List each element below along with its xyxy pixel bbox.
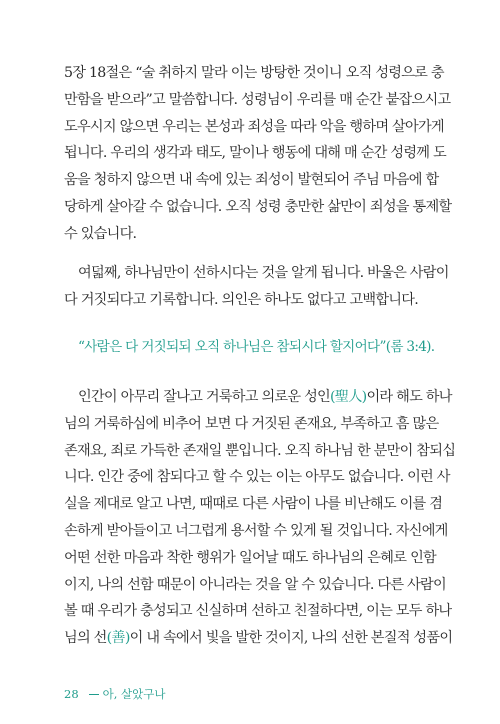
text-line: 존재요, 죄로 가득한 존재일 뿐입니다. 오직 하나님 한 분만이 참되십 xyxy=(64,442,456,459)
page-footer xyxy=(64,686,166,702)
text-line: 당하게 살아갈 수 없습니다. 오직 성령 충만한 삶만이 죄성을 통제할 xyxy=(64,198,452,215)
quote-line xyxy=(64,334,436,361)
text-segment: 님의 선 xyxy=(64,630,107,647)
text-line: 어떤 선한 마음과 착한 행위가 일어날 때도 하나님의 은혜로 인함 xyxy=(64,549,436,566)
paragraph-eighth xyxy=(64,260,449,314)
hanja-annotation: (聖人) xyxy=(330,389,367,405)
quote-reference: (롬 3:4). xyxy=(385,339,435,355)
text-line: 님의 거룩하심에 비추어 보면 다 거짓된 존재요, 부족하고 흠 많은 xyxy=(64,415,439,432)
text-line: 됩니다. 우리의 생각과 태도, 말이나 행동에 대해 매 순간 성령께 도 xyxy=(64,145,446,162)
text-line: 니다. 인간 중에 참되다고 할 수 있는 이는 아무도 없습니다. 이런 사 xyxy=(64,469,450,486)
text-line: 5장 18절은 “술 취하지 말라 이는 방탕한 것이니 오직 성령으로 충 xyxy=(64,65,444,81)
text-segment: 인간이 아무리 잘나고 거룩하고 의로운 성인 xyxy=(78,389,330,405)
text-segment: 이라 해도 하나 xyxy=(366,389,452,405)
text-line: 이지, 나의 선함 때문이 아니라는 것을 알 수 있습니다. 다른 사람이 xyxy=(64,576,446,593)
text-line: 도우시지 않으면 우리는 본성과 죄성을 따라 악을 행하며 살아가게 xyxy=(64,118,444,135)
text-line xyxy=(64,625,453,652)
text-line: 볼 때 우리가 충성되고 신실하며 선하고 친절하다면, 이는 모두 하나 xyxy=(64,603,452,620)
scripture-quote xyxy=(64,334,436,361)
text-line: 만함을 받으라”고 말씀합니다. 성령님이 우리를 매 순간 붙잡으시고 xyxy=(64,91,451,108)
paragraph-holiness xyxy=(64,384,456,652)
text-line: 움을 청하지 않으면 내 속에 있는 죄성이 발현되어 주님 마음에 합 xyxy=(64,172,439,189)
quote-text: “사람은 다 거짓되되 오직 하나님은 참되시다 할지어다” xyxy=(78,339,386,355)
text-line: 여덟째, 하나님만이 선하시다는 것을 알게 됩니다. 바울은 사람이 xyxy=(78,265,449,281)
text-line: 다 거짓되다고 기록합니다. 의인은 하나도 없다고 고백합니다. xyxy=(64,291,418,308)
text-segment: 이 내 속에서 빛을 발한 것이지, 나의 선한 본질적 성품이 xyxy=(129,630,453,647)
book-title: 아, 살았구나 xyxy=(102,687,166,701)
paragraph-spirit xyxy=(64,60,452,248)
text-line: 실을 제대로 알고 나면, 때때로 다른 사람이 나를 비난해도 이를 겸 xyxy=(64,496,443,513)
text-line xyxy=(64,384,452,411)
footer-dash xyxy=(89,694,99,695)
text-line: 수 있습니다. xyxy=(64,225,137,242)
text-line: 손하게 받아들이고 너그럽게 용서할 수 있게 될 것입니다. 자신에게 xyxy=(64,522,448,539)
hanja-annotation: (善) xyxy=(106,630,130,647)
page-number: 28 xyxy=(64,687,79,701)
